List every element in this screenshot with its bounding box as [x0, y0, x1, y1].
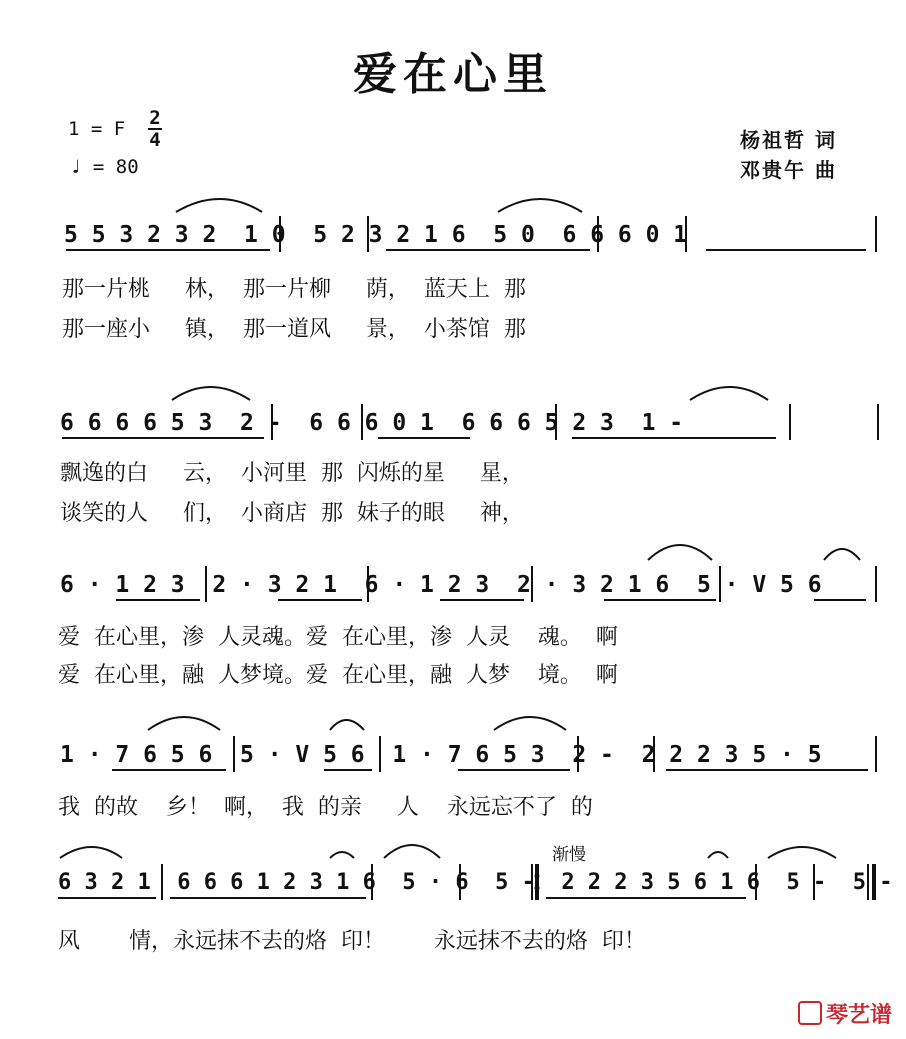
notation-line-5: 6 3 2 1 6 6 6 1 2 3 1 6 5 · 6 5 - 2 2 2 3 5 6 1 6 5 - 5 - [58, 870, 893, 895]
lyricist-credit: 杨祖哲 词 [740, 128, 837, 152]
key-signature: 1 = F [68, 118, 126, 140]
lyrics-line-2-verse-2: 谈笑的人 们， 小商店 那 妹子的眼 神， [60, 501, 524, 526]
composer-credit: 邓贵午 曲 [740, 158, 837, 182]
notation-line-4: 1 · 7 6 5 6 5 · V 5 6 1 · 7 6 5 3 2 - 2 2 2 3 5 · 5 [60, 742, 822, 768]
quarter-note-icon: ♩ [70, 156, 82, 178]
tempo-value: = 80 [92, 156, 139, 178]
time-signature-bottom: 4 [149, 129, 161, 151]
logo-icon [798, 1001, 822, 1025]
lyrics-line-1-verse-1: 那一片桃 林， 那一片柳 荫， 蓝天上 那 [62, 277, 526, 302]
tempo-marking: 渐慢 [552, 845, 586, 865]
page-title: 爱在心里 [353, 49, 553, 100]
notation-line-3: 6 · 1 2 3 2 · 3 2 1 6 · 1 2 3 2 · 3 2 1 6 5 · V 5 6 [60, 572, 822, 598]
time-signature-top: 2 [149, 107, 161, 129]
notation-line-1: 5 5 3 2 3 2 1 0 5 2 3 2 1 6 5 0 6 6 6 0 1 [64, 222, 688, 248]
lyrics-line-2-verse-1: 飘逸的白 云， 小河里 那 闪烁的星 星， [60, 461, 524, 486]
lyrics-line-5-verse-1: 风 情，永远抹不去的烙 印！ 永远抹不去的烙 印！ [58, 929, 646, 954]
lyrics-line-3-verse-1: 爱 在心里，渗 人灵魂。爱 在心里，渗 人灵 魂。 啊 [58, 625, 618, 650]
watermark-text: 琴艺谱 [825, 1003, 892, 1028]
lyrics-line-1-verse-2: 那一座小 镇， 那一道风 景， 小茶馆 那 [62, 317, 526, 342]
watermark-logo [798, 998, 892, 1029]
notation-line-2: 6 6 6 6 5 3 2 - 6 6 6 0 1 6 6 6 5 2 3 1 - [60, 410, 684, 436]
lyrics-line-3-verse-2: 爱 在心里，融 人梦境。爱 在心里，融 人梦 境。 啊 [58, 663, 618, 688]
lyrics-line-4-verse-1: 我 的故 乡！ 啊， 我 的亲 人 永远忘不了 的 [58, 795, 593, 820]
